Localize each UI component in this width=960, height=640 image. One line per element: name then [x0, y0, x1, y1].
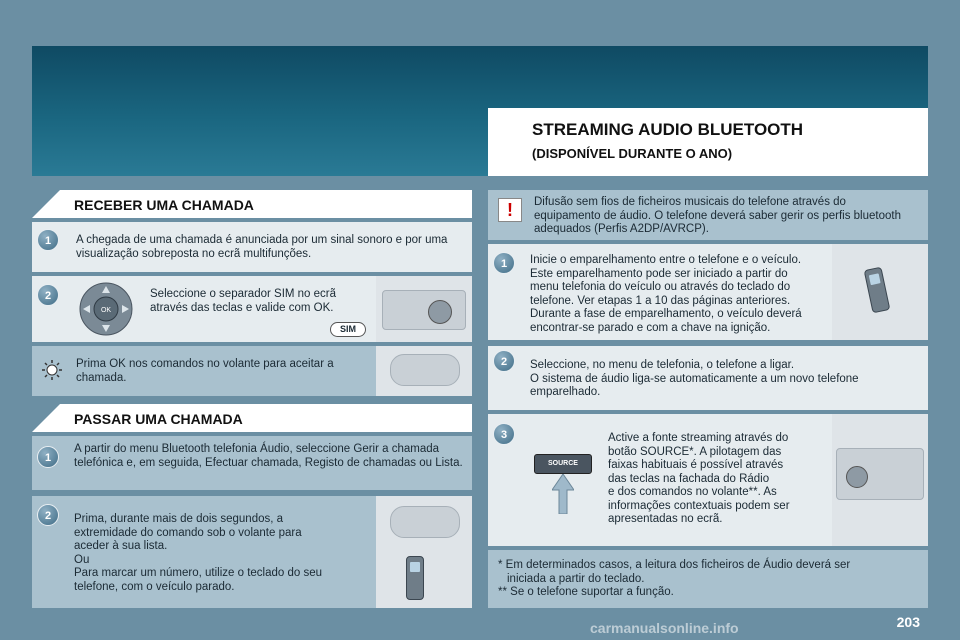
notes-panel: [488, 550, 928, 608]
text-line: aceder à sua lista.: [74, 540, 168, 552]
receive-tip-panel: [32, 346, 472, 396]
text-line: menu telefonia do veículo ou através do teclado do: [530, 281, 791, 293]
radio-illustration: [832, 414, 928, 546]
text-line: Prima, durante mais de dois segundos, a: [74, 513, 284, 525]
text-line: Inicie o emparelhamento entre o telefone e o veículo.: [530, 254, 802, 266]
step-number-badge: 3: [493, 423, 515, 445]
stream-step1-text: [530, 254, 830, 335]
text-line: Este emparelhamento pode ser iniciado a partir do: [530, 267, 788, 280]
stream-step3-panel: [488, 414, 928, 546]
text-line: emparelhado.: [530, 386, 601, 398]
text-line: Durante a fase de emparelhamento, o veículo deverá: [530, 308, 802, 320]
receive-tip-text: Prima OK nos comandos no volante para aceitar a chamada.: [76, 358, 334, 384]
text-line: faixas habituais é possível através: [608, 459, 784, 471]
section-place-title: [32, 404, 472, 432]
steering-phone-illustration: [376, 496, 472, 608]
text-line: Seleccione, no menu de telefonia, o telefone a ligar.: [530, 359, 795, 371]
press-arrow-icon: [552, 474, 574, 514]
section-place-label: PASSAR UMA CHAMADA: [74, 411, 243, 427]
text-line: Para marcar um número, utilize o teclado do seu: [74, 567, 323, 579]
ok-navigation-pad-icon: [76, 280, 136, 338]
step-number-badge: 2: [37, 284, 59, 306]
radio-unit-icon: [382, 290, 466, 330]
page-subtitle: (DISPONÍVEL DURANTE O ANO): [532, 146, 733, 161]
receive-step1-panel: [32, 222, 472, 272]
radio-knob-icon: [846, 466, 868, 488]
stream-step2-text: [530, 359, 920, 400]
radio-illustration: [376, 276, 472, 342]
text-line: telefone, com o veículo parado.: [74, 580, 235, 593]
place-step2-panel: [32, 496, 472, 608]
text-line: apresentadas no ecrã.: [608, 513, 723, 525]
steering-stalk-icon: [390, 354, 460, 386]
watermark: carmanualsonline.info: [590, 620, 739, 636]
text-line: extremidade do comando sob o volante para: [74, 526, 302, 539]
phone-illustration: [832, 244, 928, 340]
footnote-line: iniciada a partir do teclado.: [507, 572, 645, 585]
mobile-phone-icon: [406, 556, 424, 600]
text-line: informações contextuais podem ser: [608, 499, 790, 512]
place-step1-text: A partir do menu Bluetooth telefonia Áudio, seleccione Gerir a chamada telefónica e, em seguida, Efectuar chamada, Registo de chamadas ou Lista.: [74, 443, 463, 469]
warning-icon: !: [498, 198, 522, 222]
ok-label: OK: [100, 307, 112, 314]
section-receive-title: [32, 190, 472, 218]
steering-stalk-icon: [390, 506, 460, 538]
text-line: e dos comandos no volante**. As: [608, 486, 777, 498]
text-line: das teclas na fachada do Rádio: [608, 472, 770, 485]
footnotes: [498, 559, 918, 600]
radio-knob-icon: [428, 300, 452, 324]
text-line: Ou: [74, 553, 90, 566]
text-line: telefone. Ver etapas 1 a 10 das páginas anteriores.: [530, 294, 791, 307]
step-number-badge: 1: [493, 252, 515, 274]
step-number-badge: 2: [37, 504, 59, 526]
page-number: 203: [896, 614, 920, 630]
steering-control-illustration: [376, 346, 472, 396]
section-receive-label: RECEBER UMA CHAMADA: [74, 197, 254, 213]
stream-step3-text: [608, 432, 824, 527]
stream-step1-panel: [488, 244, 928, 340]
stream-step2-panel: [488, 346, 928, 410]
step-number-badge: 1: [37, 229, 59, 251]
text-line: O sistema de áudio liga-se automaticamente a um novo telefone: [530, 372, 859, 385]
page-title: STREAMING AUDIO BLUETOOTH: [532, 120, 804, 139]
place-step1-panel: [32, 436, 472, 490]
footnote-line: * Em determinados casos, a leitura dos ficheiros de Áudio deverá ser: [498, 559, 851, 571]
text-line: botão SOURCE*. A pilotagem das: [608, 445, 782, 458]
text-line: encontrar-se parado e com a chave na ignição.: [530, 321, 771, 334]
light-bulb-icon: [42, 360, 62, 380]
step-number-badge: 1: [37, 446, 59, 468]
place-step2-text: [74, 513, 364, 594]
warning-panel: [488, 190, 928, 240]
footnote-line: ** Se o telefone suportar a função.: [498, 586, 674, 598]
source-button-icon: SOURCE: [534, 454, 592, 474]
sim-tab-label: SIM: [330, 322, 366, 337]
step-number-badge: 2: [493, 350, 515, 372]
receive-step2-text: Seleccione o separador SIM no ecrã através das teclas e valide com OK.: [150, 288, 337, 314]
title-box: [488, 108, 928, 176]
receive-step1-text: A chegada de uma chamada é anunciada por um sinal sonoro e por uma visualização sobreposta no ecrã multifunções.: [76, 234, 448, 260]
text-line: Active a fonte streaming através do: [608, 432, 789, 444]
receive-step2-panel: [32, 276, 472, 342]
mobile-phone-icon: [864, 267, 891, 314]
warning-text: Difusão sem fios de ficheiros musicais do telefone através do equipamento de áudio. O telefone deverá saber gerir os perfis bluetooth adequados (Perfis A2DP/AVRCP).: [534, 196, 901, 235]
